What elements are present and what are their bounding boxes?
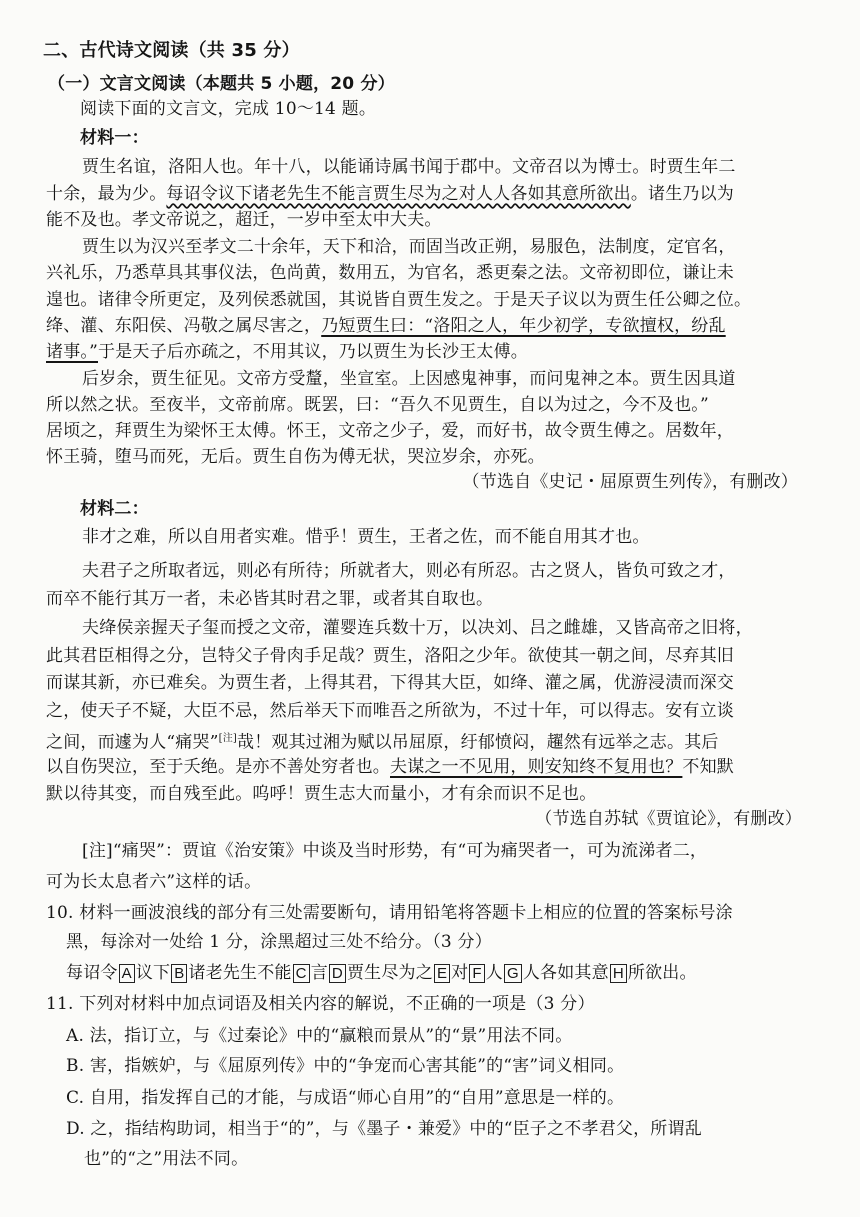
option-a[interactable]: A. 法，指订立，与《过秦论》中的“赢粮而景从”的“景”用法不同。 <box>66 1026 573 1046</box>
text-line: 夫君子之所取者远，则必有所待；所就者大，则必有所忍。古之贤人，皆负可致之才， <box>82 561 736 581</box>
material2-heading: 材料二： <box>80 499 149 519</box>
instruction-text: 阅读下面的文言文，完成 10～14 题。 <box>80 99 377 119</box>
underlined-passage: 夫谋之一不见用，则安知终不复用也？ <box>390 757 683 777</box>
note-marker: [注] <box>218 733 237 744</box>
option-d-continued: 也”的“之”用法不同。 <box>84 1149 249 1169</box>
answer-box-f[interactable]: F <box>469 964 484 983</box>
text-line: 而卒不能行其万一者，未必皆其时君之罪，或者其自取也。 <box>46 589 494 609</box>
text-line: 夫绛侯亲握天子玺而授之文帝，灌婴连兵数十万，以决刘、吕之雌雄，又皆高帝之旧将， <box>82 618 753 638</box>
text-line: 遑也。诸律令所更定，及列侯悉就国，其说皆自贾生发之。于是天子议以为贾生任公卿之位。 <box>46 290 752 310</box>
option-b[interactable]: B. 害，指嫉妒，与《屈原列传》中的“争宠而心害其能”的“害”词义相同。 <box>66 1056 625 1076</box>
underlined-passage: 诸事。” <box>46 342 98 362</box>
answer-sentence: 每诏令 A 议下 B 诸老先生不能 C 言 D 贾生尽为之 E 对 F 人 G 人各如其意 H 所欲出。 <box>66 963 697 983</box>
text-line: 怀王骑，堕马而死，无后。贾生自伤为傅无状，哭泣岁余，亦死。 <box>46 447 545 467</box>
text-line: 能不及也。孝文帝说之，超迁，一岁中至太中大夫。 <box>46 210 442 230</box>
question-stem: 10. 材料一画波浪线的部分有三处需要断句，请用铅笔将答题卡上相应的位置的答案标号涂 <box>46 903 733 923</box>
text-line: 诸事。”于是天子后亦疏之，不用其议，乃以贾生为长沙王太傅。 <box>46 342 528 362</box>
text-line: 绛、灌、东阳侯、冯敬之属尽害之，乃短贾生曰：“洛阳之人，年少初学，专欲擅权，纷乱 <box>46 316 726 336</box>
text-line: 此其君臣相得之分，岂特父子骨肉手足哉？贾生，洛阳之少年。欲使其一朝之间，尽弃其旧 <box>46 646 734 666</box>
answer-box-g[interactable]: G <box>504 964 522 983</box>
text-line: 之，使天子不疑，大臣不忌，然后举天下而唯吾之所欲为，不过十年，可以得志。安有立谈 <box>46 701 734 721</box>
answer-box-e[interactable]: E <box>434 964 450 983</box>
option-d[interactable]: D. 之，指结构助词，相当于“的”，与《墨子・兼爱》中的“臣子之不孝君父，所谓乱 <box>66 1119 702 1139</box>
text-line: 贾生名谊，洛阳人也。年十八，以能诵诗属书闻于郡中。文帝召以为博士。时贾生年二 <box>82 157 736 177</box>
answer-box-b[interactable]: B <box>171 964 187 983</box>
answer-box-a[interactable]: A <box>119 964 135 983</box>
text-line: 后岁余，贾生征见。文帝方受釐，坐宣室。上因感鬼神事，而问鬼神之本。贾生因具道 <box>82 369 736 389</box>
underlined-passage: 乃短贾生曰：“洛阳之人，年少初学，专欲擅权，纷乱 <box>321 316 726 336</box>
text-line: 默以待其变，而自残至此。呜呼！贾生志大而量小，才有余而识不足也。 <box>46 784 597 804</box>
text-line: 贾生以为汉兴至孝文二十余年，天下和洽，而固当改正朔，易服色，法制度，定官名， <box>82 237 736 257</box>
question-stem: 黑，每涂对一处给 1 分，涂黑超过三处不给分。（3 分） <box>66 932 492 952</box>
option-c[interactable]: C. 自用，指发挥自己的才能，与成语“师心自用”的“自用”意思是一样的。 <box>66 1088 625 1108</box>
material2-source: （节选自苏轼《贾谊论》，有删改） <box>535 809 802 829</box>
section-title: 二、古代诗文阅读（共 35 分） <box>43 40 300 61</box>
text-line: 所以然之状。至夜半，文帝前席。既罢，曰：“吾久不见贾生，自以为过之，今不及也。” <box>46 395 709 415</box>
question-stem: 11. 下列对材料中加点词语及相关内容的解说，不正确的一项是（3 分） <box>46 994 595 1014</box>
text-line: 兴礼乐，乃悉草具其事仪法，色尚黄，数用五，为官名，悉更秦之法。文帝初即位，谦让未 <box>46 263 734 283</box>
material1-heading: 材料一： <box>80 128 149 148</box>
text-line: 十余，最为少。每诏令议下诸老先生不能言贾生尽为之对人人各如其意所欲出。诸生乃以为 <box>46 184 735 204</box>
answer-box-c[interactable]: C <box>293 964 310 983</box>
answer-box-d[interactable]: D <box>329 964 346 983</box>
section-subtitle: （一）文言文阅读（本题共 5 小题，20 分） <box>48 74 395 94</box>
material1-source: （节选自《史记・屈原贾生列传》，有删改） <box>462 472 798 492</box>
text-line: 可为长太息者六”这样的话。 <box>46 872 262 892</box>
text-line: 而谋其新，亦已难矣。为贾生者，上得其君，下得其大臣，如绛、灌之属，优游浸渍而深交 <box>46 673 734 693</box>
text-line: [注]“痛哭”：贾谊《治安策》中谈及当时形势，有“可为痛哭者一，可为流涕者二， <box>82 841 708 861</box>
text-line: 之间，而遽为人“痛哭”[注]哉！观其过湘为赋以吊屈原，纡郁愤闷，趯然有远举之志。其后 <box>46 732 719 753</box>
text-line: 居顷之，拜贾生为梁怀王太傅。怀王，文帝之少子，爱，而好书，故令贾生傅之。居数年， <box>46 421 734 441</box>
wavy-underlined-passage: 每诏令议下诸老先生不能言贾生尽为之对人人各如其意所欲出 <box>166 184 631 204</box>
answer-box-h[interactable]: H <box>610 964 627 983</box>
material2-paragraph-1: 非才之难，所以自用者实难。惜乎！贾生，王者之佐，而不能自用其才也。 <box>82 527 650 547</box>
text-line: 以自伤哭泣，至于夭绝。是亦不善处穷者也。夫谋之一不见用，则安知终不复用也？不知默 <box>46 757 735 777</box>
